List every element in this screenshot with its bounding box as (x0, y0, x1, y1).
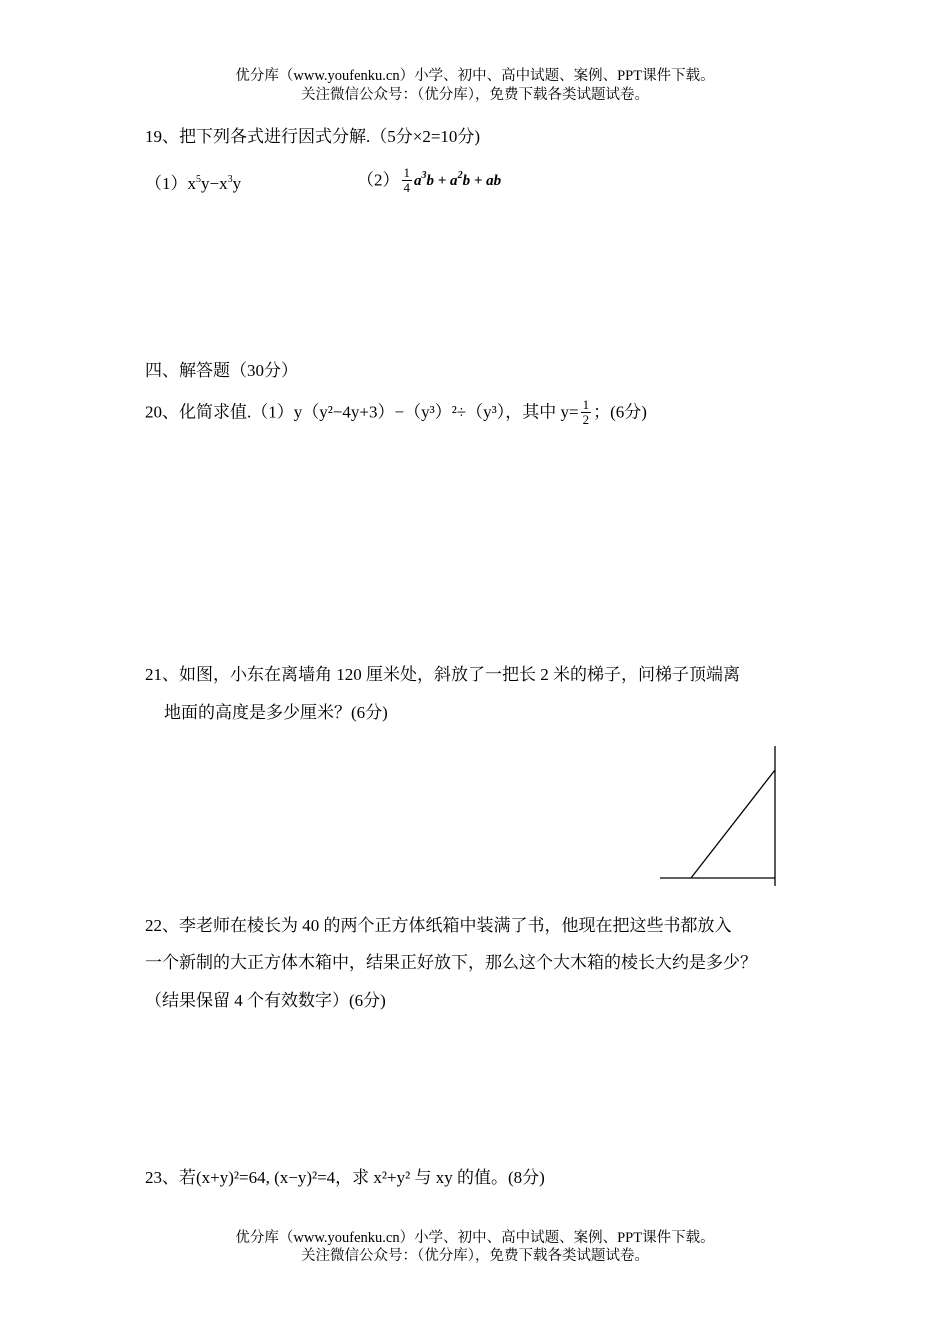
q19-part2-exp1: 3 (421, 169, 427, 181)
q19-part2-frac-num: 1 (403, 165, 410, 180)
q19-part2-end: b + ab (462, 172, 502, 189)
header-line-1: 优分库（www.youfenku.cn）小学、初中、高中试题、案例、PPT课件下载。 (235, 68, 715, 84)
header-line-2: 关注微信公众号：（优分库），免费下载各类试题试卷。 (301, 87, 649, 103)
q19-part1-mid: y−x (201, 174, 228, 193)
q22-line-3: （结果保留 4 个有效数字）(6分) (145, 991, 386, 1010)
q22-line-1: 22、李老师在棱长为 40 的两个正方体纸箱中装满了书，他现在把这些书都放入 (145, 916, 732, 935)
q19-part2-fraction (402, 166, 413, 195)
q23-text: 23、若(x+y)²=64, (x−y)²=4，求 x²+y² 与 xy 的值。(8分) (145, 1168, 545, 1187)
q20-line (145, 398, 647, 427)
footer-line-2: 关注微信公众号：（优分库），免费下载各类试题试卷。 (301, 1248, 649, 1264)
q19-part1-x: x (187, 174, 196, 193)
q20-text: 20、化简求值.（1）y（y²−4y+3）−（y³）²÷（y³），其中 y= (145, 402, 579, 422)
q19-part2-expression (414, 169, 502, 189)
footer-line-1: 优分库（www.youfenku.cn）小学、初中、高中试题、案例、PPT课件下载。 (235, 1230, 715, 1246)
q19-part2-a1: a (414, 172, 422, 189)
section-4-title: 四、解答题（30分） (145, 361, 298, 380)
q21-line-2: 地面的高度是多少厘米？(6分) (164, 703, 388, 722)
q20-frac-den: 2 (582, 412, 590, 427)
q19-part2-exp2: 2 (457, 169, 463, 181)
q19-part2 (357, 166, 501, 195)
q19-title: 19、把下列各式进行因式分解.（5分×2=10分) (145, 127, 481, 146)
q22-line-2: 一个新制的大正方体木箱中，结果正好放下，那么这个大木箱的棱长大约是多少？ (145, 953, 757, 972)
ladder-line (691, 770, 775, 878)
q19-part1 (145, 173, 241, 195)
q19-part1-label: （1） (145, 174, 188, 193)
ladder-figure (655, 742, 785, 887)
q19-part1-end: y (232, 174, 242, 193)
q19-part2-label: （2） (357, 170, 400, 190)
q21-line-1: 21、如图，小东在离墙角 120 厘米处，斜放了一把长 2 米的梯子，问梯子顶端离 (145, 665, 740, 684)
q20-tail: ；(6分) (593, 402, 647, 422)
q19-part1-exp2: 3 (227, 174, 233, 185)
q19-part2-mid: b + a (426, 172, 458, 189)
q20-frac-num: 1 (582, 397, 590, 412)
q19-part2-frac-den: 4 (403, 180, 410, 195)
q19-part1-exp1: 5 (196, 174, 201, 185)
q20-fraction (581, 398, 592, 427)
